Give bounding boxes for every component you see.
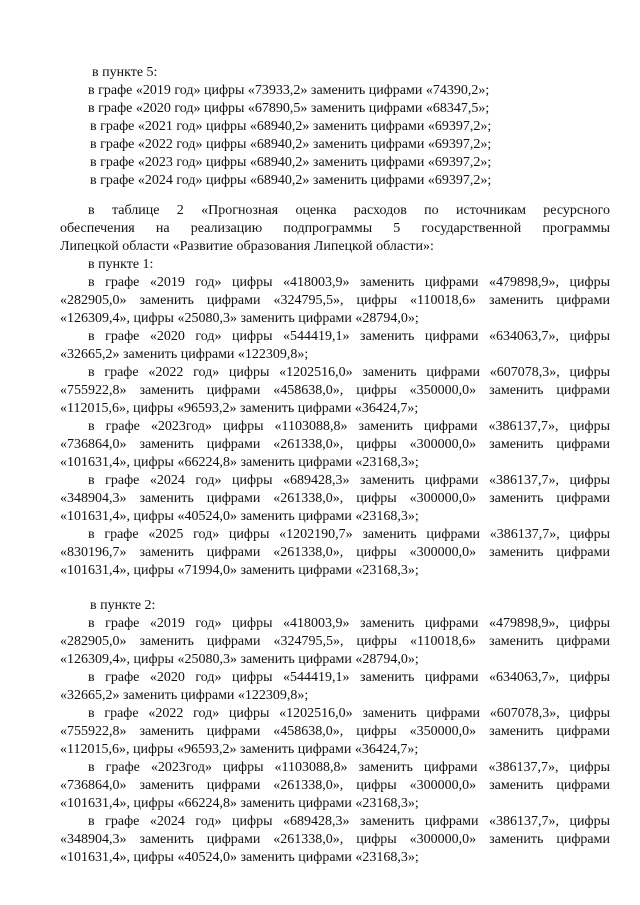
amendment-line: «101631,4», цифры «66224,8» заменить цифрами «23168,3»;: [60, 796, 419, 811]
amendment-line: «755922,8» заменить цифрами «458638,0», цифры «350000,0» заменить цифрами: [60, 724, 610, 739]
amendment-line: в графе «2022 год» цифры «68940,2» заменить цифрами «69397,2»;: [90, 137, 492, 152]
section-header-punkt-2: в пункте 2:: [90, 598, 156, 613]
amendment-line: «736864,0» заменить цифрами «261338,0», цифры «300000,0» заменить цифрами: [60, 437, 610, 452]
amendment-line: в графе «2020 год» цифры «67890,5» заменить цифрами «68347,5»;: [88, 101, 490, 116]
amendment-line: в графе «2023 год» цифры «68940,2» заменить цифрами «69397,2»;: [90, 155, 492, 170]
amendment-line: «101631,4», цифры «71994,0» заменить цифрами «23168,3»;: [60, 563, 419, 578]
amendment-line: «101631,4», цифры «40524,0» заменить цифрами «23168,3»;: [60, 850, 419, 865]
amendment-line: «101631,4», цифры «66224,8» заменить цифрами «23168,3»;: [60, 455, 419, 470]
amendment-line: «348904,3» заменить цифрами «261338,0», цифры «300000,0» заменить цифрами: [60, 832, 610, 847]
amendment-line: в графе «2019 год» цифры «418003,9» заменить цифрами «479898,9», цифры: [88, 616, 610, 631]
section-header-punkt-1: в пункте 1:: [88, 257, 154, 272]
table2-paragraph-line: обеспечения на реализацию подпрограммы 5 государственной программы: [60, 221, 610, 236]
table2-paragraph-line: в таблице 2 «Прогнозная оценка расходов по источникам ресурсного: [88, 203, 610, 218]
amendment-line: в графе «2023год» цифры «1103088,8» заменить цифрами «386137,7», цифры: [88, 760, 610, 775]
amendment-line: «112015,6», цифры «96593,2» заменить цифрами «36424,7»;: [60, 742, 419, 757]
amendment-line: «348904,3» заменить цифрами «261338,0», цифры «300000,0» заменить цифрами: [60, 491, 610, 506]
amendment-line: «282905,0» заменить цифрами «324795,5», цифры «110018,6» заменить цифрами: [60, 293, 610, 308]
amendment-line: «112015,6», цифры «96593,2» заменить цифрами «36424,7»;: [60, 401, 419, 416]
amendment-line: «126309,4», цифры «25080,3» заменить цифрами «28794,0»;: [60, 652, 419, 667]
amendment-line: в графе «2019 год» цифры «73933,2» заменить цифрами «74390,2»;: [88, 83, 490, 98]
amendment-line: в графе «2024 год» цифры «68940,2» заменить цифрами «69397,2»;: [90, 173, 492, 188]
amendment-line: в графе «2024 год» цифры «689428,3» заменить цифрами «386137,7», цифры: [88, 814, 610, 829]
amendment-line: в графе «2025 год» цифры «1202190,7» заменить цифрами «386137,7», цифры: [88, 527, 610, 542]
amendment-line: в графе «2020 год» цифры «544419,1» заменить цифрами «634063,7», цифры: [88, 670, 610, 685]
amendment-line: в графе «2019 год» цифры «418003,9» заменить цифрами «479898,9», цифры: [88, 275, 610, 290]
amendment-line: в графе «2024 год» цифры «689428,3» заменить цифрами «386137,7», цифры: [88, 473, 610, 488]
amendment-line: «32665,2» заменить цифрами «122309,8»;: [60, 347, 309, 362]
table2-paragraph-line: Липецкой области «Развитие образования Липецкой области»:: [60, 239, 434, 254]
amendment-line: в графе «2020 год» цифры «544419,1» заменить цифрами «634063,7», цифры: [88, 329, 610, 344]
amendment-line: «755922,8» заменить цифрами «458638,0», цифры «350000,0» заменить цифрами: [60, 383, 610, 398]
amendment-line: «101631,4», цифры «40524,0» заменить цифрами «23168,3»;: [60, 509, 419, 524]
amendment-line: в графе «2022 год» цифры «1202516,0» заменить цифрами «607078,3», цифры: [88, 706, 610, 721]
amendment-line: «32665,2» заменить цифрами «122309,8»;: [60, 688, 309, 703]
amendment-line: «830196,7» заменить цифрами «261338,0», цифры «300000,0» заменить цифрами: [60, 545, 610, 560]
amendment-line: «736864,0» заменить цифрами «261338,0», цифры «300000,0» заменить цифрами: [60, 778, 610, 793]
amendment-line: «126309,4», цифры «25080,3» заменить цифрами «28794,0»;: [60, 311, 419, 326]
amendment-line: в графе «2023год» цифры «1103088,8» заменить цифрами «386137,7», цифры: [88, 419, 610, 434]
section-header-punkt-5: в пункте 5:: [92, 65, 158, 80]
amendment-line: в графе «2021 год» цифры «68940,2» заменить цифрами «69397,2»;: [90, 119, 492, 134]
amendment-line: в графе «2022 год» цифры «1202516,0» заменить цифрами «607078,3», цифры: [88, 365, 610, 380]
amendment-line: «282905,0» заменить цифрами «324795,5», цифры «110018,6» заменить цифрами: [60, 634, 610, 649]
